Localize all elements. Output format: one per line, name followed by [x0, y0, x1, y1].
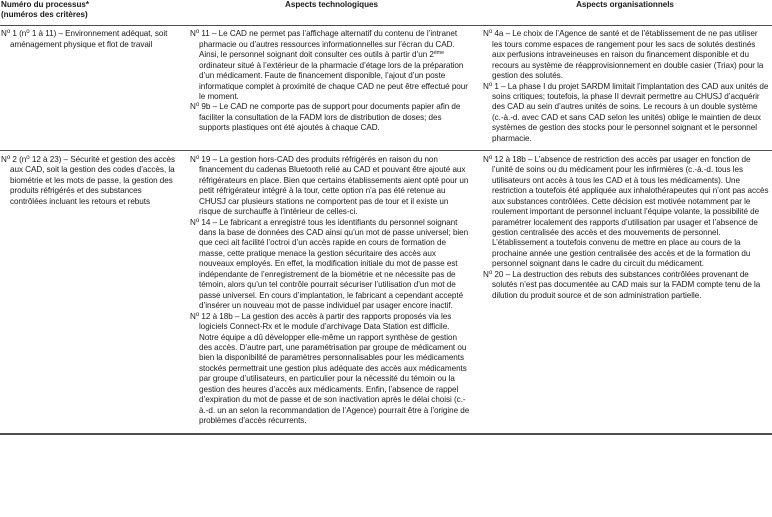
table-header — [0, 0, 772, 25]
cell-technological — [185, 25, 478, 150]
cell-organisational — [478, 25, 772, 150]
list-item: $N^o$ 1 – La phase I du projet SARDM limitait l’implantation des CAD aux unités de soins critiques; toutefois, la phase II devrait permettre au CHUSJ d’acquérir des CAD au sein d’autres unités de soins. Le recours à un double système (c.-à.-d. avec CAD et sans CAD selon les unités) oblige le maintien de deux systèmes de gestion des stocks pour le personnel soignant et le personnel pharmacie. — [483, 80, 769, 143]
table-row — [0, 25, 772, 150]
cell-technological — [185, 151, 478, 434]
list-item: $N^o$ 12 à 18b – L’absence de restriction des accès par usager en fonction de l’unité de soins ou du médicament pour les infirmières (c.-à.-d. tous les utilisateurs ont accès à tous les CAD et à tous les médicaments). Une restriction a toutefois été appliquée aux inhalothérapeutes qui n’ont pas accès aux substances contrôlées. Cette décision est motivée notamment par le roulement important de personnel incluant l’équipe volante, la possibilité de paramétrer localement des rapports d’utilisation par usager et l’absence de gestion centralisée des accès et des mouvements de personnel. L’établissement a toutefois convenu de mettre en place au cours de la prochaine année une gestion centralisée des accès et de la formation du personnel soignant dans le cadre du circuit du médicament. — [483, 153, 769, 269]
column-header-organisational: Aspects organisationnels — [576, 0, 674, 9]
list-item: $N^o$ 4a – Le choix de l’Agence de santé et de l’établissement de ne pas utiliser les tours comme espaces de rangement pour les sacs de solutés destinés aux perfusions intraveineuses en raison du financement disponible et du recours au système de réapprovisionnement en double casier (Triax) pour la gestion des solutés. — [483, 28, 764, 81]
list-item: $N^o$ 19 – La gestion hors-CAD des produits réfrigérés en raison du non financement du cadenas Bluetooth relié au CAD et pouvant être ajouté aux réfrigérateurs en place. Bien que certains établissements aient opté pour un petit réfrigérateur intégré à la tour, cette option n’a pas été retenue au CHUSJ car plusieurs stations ne comportent pas de tour et il existe un risque de surchauffe à l’intérieur de celles-ci. — [190, 153, 469, 217]
cell-organisational — [478, 151, 772, 434]
list-item: $N^o$ 14 – Le fabricant a enregistré tous les identifiants du personnel soignant dans la base de données des CAD ainsi qu’un mot de passe universel; bien que ceci ait facilité l’octroi d’un accès rapide en cours de formation de masse, cette pratique menace la gestion sécuritaire des accès aux nouveaux employés. En effet, la modification initiale du mot de passe est indépendante de l’enregistrement de la biométrie et ne nécessite pas de témoin, alors qu’un tel contrôle pourrait sécuriser l’utilisation d’un mot de passe universel. En cours d’implantation, le fabricant a cependant accepté d’insérer un nouveau mot de passe individuel par usager encore inactif. — [190, 216, 469, 311]
column-header-process — [0, 0, 185, 25]
list-item: $N^o$ 9b – Le CAD ne comporte pas de support pour documents papier afin de faciliter la consultation de la FADM lors de distribution de doses; des supports plastiques ont été ajoutés à chaque CAD. — [190, 101, 461, 133]
list-item: $N^o$ 11 – Le CAD ne permet pas l’affichage alternatif du contenu de l’intranet pharmacie ou d’autres ressources informationnelles sur l’écran du CAD. Ainsi, le personnel soignant doit consulter ces outils à partir d’un 2ème ordinateur situé à l’extérieur de la pharmacie d’étage lors de la préparation d’un médicament. Faute de financement disponible, l’ajout d’un poste informatique complet à proximité de chaque CAD ne peut être effectué pour le moment. — [190, 28, 468, 102]
process-label: $N^o$ 1 ($n^o$ 1 à 11) – Environnement adéquat, soit aménagement physique et flot de travail — [1, 28, 168, 49]
table-body — [0, 25, 772, 433]
table-row — [0, 151, 772, 434]
column-header-process-line1: Numéro du processus* — [1, 0, 90, 9]
process-label: $N^o$ 2 ($n^o$ 12 à 23) – Sécurité et gestion des accès aux CAD, soit la gestion des codes d’accès, la biométrie et les mots de passe, la gestion des produits réfrigérés et des substances contrôlées incluant les retours et rebuts — [1, 153, 176, 206]
list-item: $N^o$ 20 – La destruction des rebuts des substances contrôlées provenant de solutés n’est pas documentée au CAD mais sur la FADM compte tenu de la dilution du produit source et de son administration partielle. — [483, 268, 761, 300]
cell-process — [0, 151, 185, 434]
column-header-process-line2: (numéros des critères) — [1, 10, 88, 20]
column-header-technological: Aspects technologiques — [285, 0, 378, 9]
cell-process — [0, 25, 185, 150]
table-header-row — [0, 0, 772, 25]
list-item: $N^o$ 12 à 18b – La gestion des accès à partir des rapports proposés via les logiciels Connect-Rx et le module d’archivage Data Station est difficile. Notre équipe a dû développer elle-même un rapport synthèse de gestion des accès. D’autre part, une paramétrisation par groupe de médicament ou bien la disponibilité de paramètres personnalisables pour les médicaments stockés permettrait une gestion plus adéquate des accès aux médicaments par groupe d’utilisateurs, en particulier pour la nécessité du témoin ou la gestion des heures d’accès aux médicaments. Enfin, l’absence de rappel d’expiration du mot de passe et de son inactivation après le délai choisi (c.-à.-d. un an selon la recommandation de l’Agence) pourrait être à l’origine de problèmes d’accès récurrents. — [190, 310, 470, 426]
